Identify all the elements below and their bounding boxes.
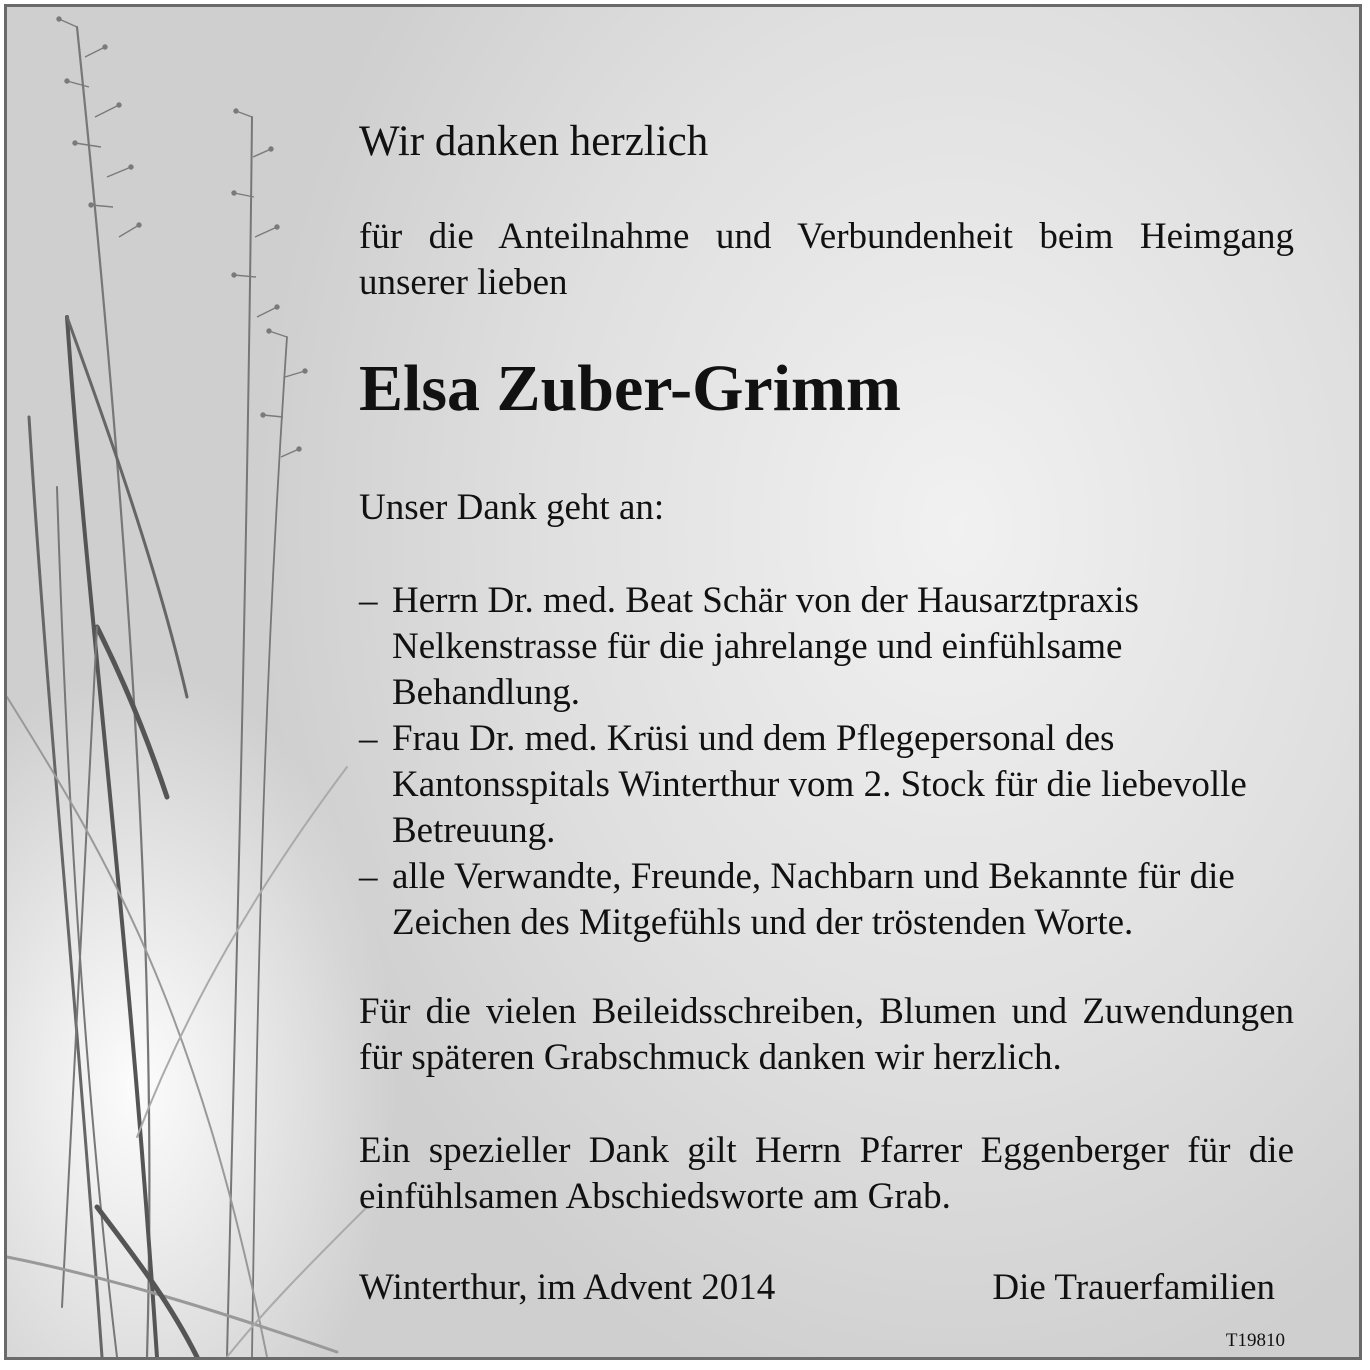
signature: Die Trauerfamilien: [992, 1267, 1275, 1308]
list-item-text: Herrn Dr. med. Beat Schär von der Hausarztpraxis Nelkenstrasse für die jahrelange und einfühlsame Behandlung.: [392, 580, 1139, 713]
special-thanks-paragraph: Ein spezieller Dank gilt Herrn Pfarrer Eggenberger für die einfühlsamen Abschiedsworte am Grab.: [359, 1130, 1294, 1217]
list-item: [359, 716, 1294, 854]
list-dash: –: [359, 718, 378, 759]
thanks-heading: Unser Dank geht an:: [359, 487, 665, 528]
intro-paragraph: für die Anteilnahme und Verbundenheit beim Heimgang unserer lieben: [359, 216, 1294, 303]
list-item: [359, 854, 1294, 946]
ad-code: T19810: [1225, 1330, 1285, 1351]
deceased-name: Elsa Zuber-Grimm: [359, 352, 902, 425]
thanks-list: [359, 578, 1294, 946]
list-item-text: alle Verwandte, Freunde, Nachbarn und Bekannte für die Zeichen des Mitgefühls und der tröstenden Worte.: [392, 856, 1235, 943]
list-dash: –: [359, 856, 378, 897]
heading: Wir danken herzlich: [359, 118, 709, 165]
place-date: Winterthur, im Advent 2014: [359, 1267, 776, 1308]
list-item-text: Frau Dr. med. Krüsi und dem Pflegepersonal des Kantonsspitals Winterthur vom 2. Stock für die liebevolle Betreuung.: [392, 718, 1247, 851]
list-dash: –: [359, 580, 378, 621]
condolences-paragraph: Für die vielen Beileidsschreiben, Blumen und Zuwendungen für späteren Grabschmuck danken wir herzlich.: [359, 991, 1294, 1078]
obituary-notice: [4, 4, 1362, 1360]
grass-illustration: [7, 7, 367, 1360]
list-item: [359, 578, 1294, 716]
